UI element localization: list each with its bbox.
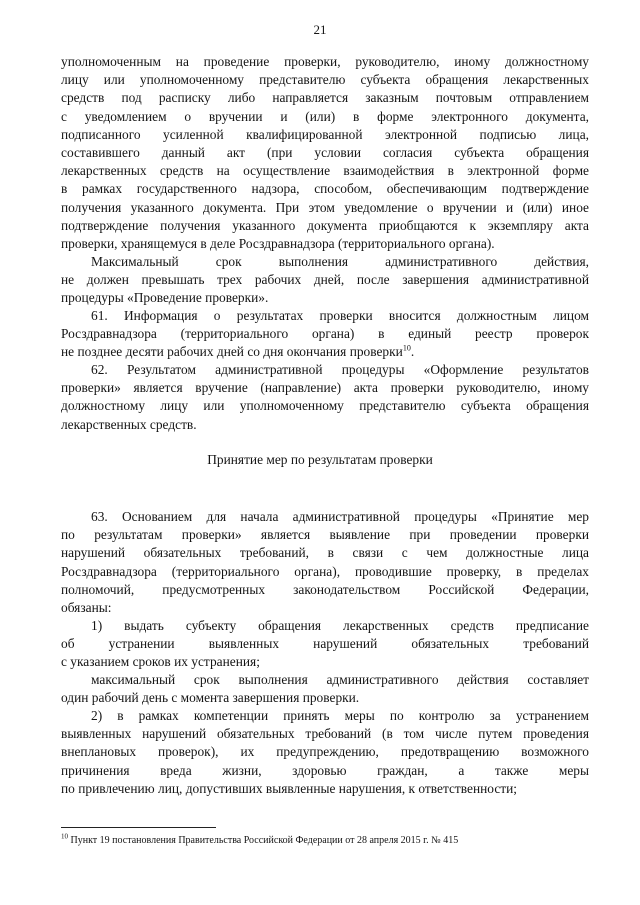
text-line: внеплановых проверок), их предупреждению, предотвращению возможного: [61, 744, 589, 760]
text-line: получения указанного документа. При этом уведомление о вручении и (или) иное: [61, 199, 589, 215]
footnote-number: 10: [61, 832, 68, 841]
text-line: об устранении выявленных нарушений обязательных требований: [61, 636, 589, 652]
text-line: процедуры «Проведение проверки».: [61, 290, 269, 306]
paragraph-subitem-2: [61, 707, 589, 798]
text-line: 2) в рамках компетенции принять меры по контролю за устранением: [91, 708, 589, 723]
text-line: 63. Основанием для начала административной процедуры «Принятие мер: [91, 509, 589, 524]
text-line: с указанием сроков их устранения;: [61, 654, 260, 670]
text-line: [61, 343, 589, 361]
page-number: 21: [313, 22, 327, 37]
footnote-divider: [61, 827, 216, 828]
text-line: 62. Результатом административной процедуры «Оформление результатов: [91, 362, 589, 377]
text-line: лекарственных средств на осуществление взаимодействия в электронной форме: [61, 163, 589, 179]
text-line: лицу или уполномоченному представителю субъекта обращения лекарственных: [61, 72, 589, 88]
text-line: подписанного усиленной квалифицированной электронной подписью лица,: [61, 126, 589, 142]
text-line: по привлечению лиц, допустивших выявленные нарушения, к ответственности;: [61, 780, 518, 796]
paragraph-delivery-of-act: [61, 53, 589, 253]
text-line: причинения вреда жизни, здоровью граждан, а также меры: [61, 762, 589, 778]
text-line: Росздравнадзора (территориального органа) в единый реестр проверок: [61, 326, 589, 342]
footnote: [61, 832, 589, 847]
text-line: средств под расписку либо направляется заказным почтовым отправлением: [61, 90, 589, 106]
text-line: Росздравнадзора (территориального органа), проводившие проверку, в пределах: [61, 563, 589, 579]
paragraph-item-63: [61, 508, 589, 617]
text-line: полномочий, предусмотренных законодательством Российской Федерации,: [61, 581, 589, 597]
text-line: один рабочий день с момента завершения проверки.: [61, 690, 360, 706]
paragraph-subitem-1: [61, 617, 589, 672]
text-fragment: .: [410, 344, 415, 360]
text-line: составившего данный акт (при условии согласия субъекта обращения: [61, 145, 589, 161]
text-line: по результатам проверки» является выявление при проведении проверки: [61, 527, 589, 543]
paragraph-max-duration: [61, 253, 589, 308]
paragraph-action-duration: [61, 671, 589, 707]
text-line: максимальный срок выполнения административного действия составляет: [91, 672, 589, 687]
footnote-reference: 10: [402, 343, 411, 353]
text-fragment: не позднее десяти рабочих дней со дня окончания проверки: [61, 344, 403, 360]
text-line: 61. Информация о результатах проверки вносится должностным лицом: [91, 308, 589, 323]
text-line: проверки, хранящемуся в деле Росздравнадзора (территориального органа).: [61, 236, 495, 252]
text-line: лекарственных средств.: [61, 416, 197, 432]
text-line: подтверждение получения указанного документа приобщаются к экземпляру акта: [61, 217, 589, 233]
text-line: нарушений обязательных требований, в связи с чем должностные лица: [61, 545, 589, 561]
text-line: Максимальный срок выполнения административного действия,: [91, 254, 589, 269]
text-line: уполномоченным на проведение проверки, руководителю, иному должностному: [61, 54, 589, 69]
text-line: 1) выдать субъекту обращения лекарственных средств предписание: [91, 618, 589, 633]
text-line: должностному лицу или уполномоченному представителю субъекта обращения: [61, 398, 589, 414]
text-line: с уведомлением о вручении и (или) в форме электронного документа,: [61, 108, 589, 124]
text-line: не должен превышать трех рабочих дней, после завершения административной: [61, 272, 589, 288]
paragraph-item-62: [61, 361, 589, 434]
paragraph-item-61: [61, 307, 589, 362]
text-line: в рамках государственного надзора, способом, обеспечивающим подтверждение: [61, 181, 589, 197]
text-line: выявленных нарушений обязательных требований (в том числе путем проведения: [61, 726, 589, 742]
text-line: обязаны:: [61, 600, 112, 616]
text-line: проверки» является вручение (направление) акта проверки руководителю, иному: [61, 380, 589, 396]
footnote-text: Пункт 19 постановления Правительства Российской Федерации от 28 апреля 2015 г. № 415: [68, 835, 459, 846]
section-heading: Принятие мер по результатам проверки: [207, 452, 433, 467]
